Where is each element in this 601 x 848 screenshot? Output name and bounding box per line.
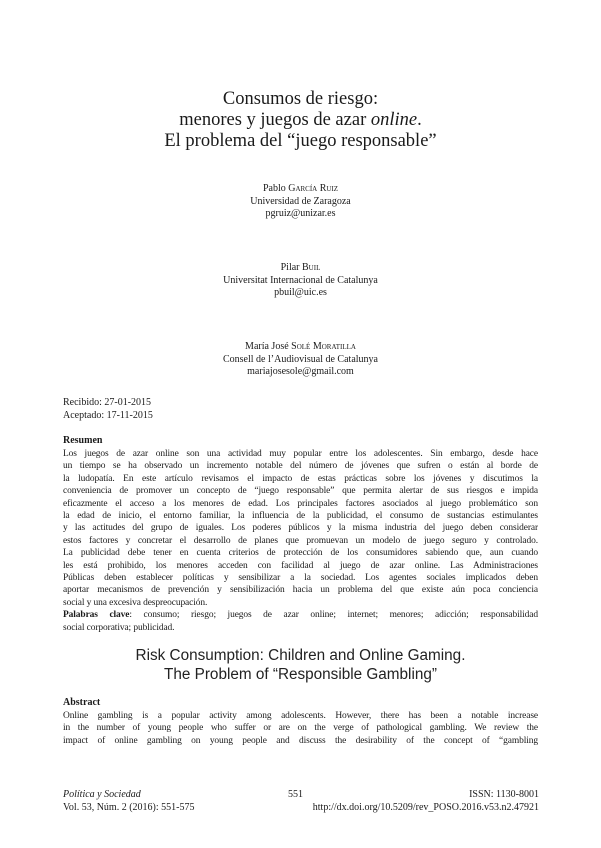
accepted-date: Aceptado: 17-11-2015 [63, 409, 153, 421]
abstract-heading: Abstract [63, 697, 101, 708]
title-line-2: menores y juegos de azar online. [179, 110, 422, 130]
abstract-line: impact of online gambling on young people and discuss the desirability of the concept of “gambling [63, 735, 538, 746]
author-name: Pilar Buil [280, 262, 321, 273]
resumen-line: estos factores y concretar el desarrollo de planes que promuevan un modelo de juego seguro y controlado. [63, 535, 538, 546]
resumen-line: y las actitudes del grupo de iguales. Los poderes públicos y la misma industria del juego deben considerar [63, 523, 538, 534]
abstract-body [63, 710, 538, 747]
author-email[interactable]: pgruiz@unizar.es [265, 208, 336, 219]
author-email[interactable]: mariajosesole@gmail.com [247, 366, 354, 377]
keywords-line: social corporativa; publicidad. [63, 622, 175, 633]
title-italic-word: online [370, 110, 418, 130]
author-email[interactable]: pbuil@uic.es [274, 287, 327, 298]
footer-page-number: 551 [288, 789, 303, 800]
resumen-line: Los juegos de azar online son una actividad muy popular entre los adolescentes. Sin embargo, desde hace [63, 449, 538, 459]
english-title-line-2: The Problem of “Responsible Gambling” [164, 666, 437, 683]
keywords-label: Palabras clave [63, 610, 130, 621]
resumen-line: la ludopatía. En este artículo revisamos el impacto de estas prácticas sobre los jóvenes y discutimos la [63, 473, 538, 484]
author-block-2 [0, 262, 601, 300]
title-line-3: El problema del “juego responsable” [164, 131, 437, 151]
abstract-line: Online gambling is a popular activity among adolescents. However, there has been a notable increase [63, 711, 538, 721]
author-name: Pablo García Ruiz [262, 183, 339, 194]
footer-left [63, 789, 194, 814]
submission-dates [63, 397, 153, 422]
resumen-heading: Resumen [63, 435, 103, 446]
author-name: María José Solé Moratilla [245, 341, 356, 352]
resumen-line: social y una excesiva despreocupación. [63, 597, 208, 608]
resumen-line: la edad de inicio, el entorno familiar, la influencia de la publicidad, el consumo de sustancias estimulantes [63, 511, 538, 522]
author-affiliation: Universitat Internacional de Catalunya [223, 274, 378, 286]
article-doi[interactable]: http://dx.doi.org/10.5209/rev_POSO.2016.v53.n2.47921 [312, 801, 539, 813]
resumen-line: un tiempo se ha observado un incremento notable del número de jóvenes que sufren o están al borde de [63, 461, 538, 472]
abstract-line: in the number of young people who suffer or are on the verge of pathological gambling. We review the [63, 723, 538, 734]
resumen-line: les está prohibido, los menores acceden con facilidad al juego de azar online. Las Administraciones [63, 560, 538, 571]
english-title [0, 646, 601, 684]
keywords-line: Palabras clave: consumo; riesgo; juegos de azar online; internet; menores; adicción; responsabilidad [63, 610, 538, 621]
article-title [0, 89, 601, 152]
author-block-3 [0, 341, 601, 379]
title-line-1: Consumos de riesgo: [222, 89, 379, 109]
resumen-line: Públicas deben establecer políticas y sensibilizar a la sociedad. Los agentes sociales implicados deben [63, 573, 538, 584]
journal-name: Política y Sociedad [63, 789, 141, 800]
journal-volume: Vol. 53, Núm. 2 (2016): 551-575 [63, 801, 195, 813]
author-block-1 [0, 183, 601, 221]
received-date: Recibido: 27-01-2015 [63, 397, 152, 408]
resumen-line: eficazmente el acceso a los menores de edad. Los principales factores asociados al juego problemático son [63, 498, 538, 509]
english-title-line-1: Risk Consumption: Children and Online Gaming. [135, 647, 466, 664]
resumen-body [63, 448, 538, 634]
resumen-line: La publicidad debe tener en cuenta criterios de protección de los consumidores sabiendo que, aun cuando [63, 548, 538, 559]
resumen-line: aportar mecanismos de prevención y sensibilización hacia un problema del que existe aún poca conciencia [63, 585, 538, 596]
journal-issn: ISSN: 1130-8001 [469, 789, 539, 800]
author-affiliation: Universidad de Zaragoza [250, 195, 351, 207]
footer-right [254, 789, 539, 814]
author-affiliation: Consell de l’Audiovisual de Catalunya [223, 353, 378, 365]
resumen-line: conveniencia de promover un concepto de “juego responsable” que permita alertar de sus riesgos e impida [63, 486, 538, 497]
